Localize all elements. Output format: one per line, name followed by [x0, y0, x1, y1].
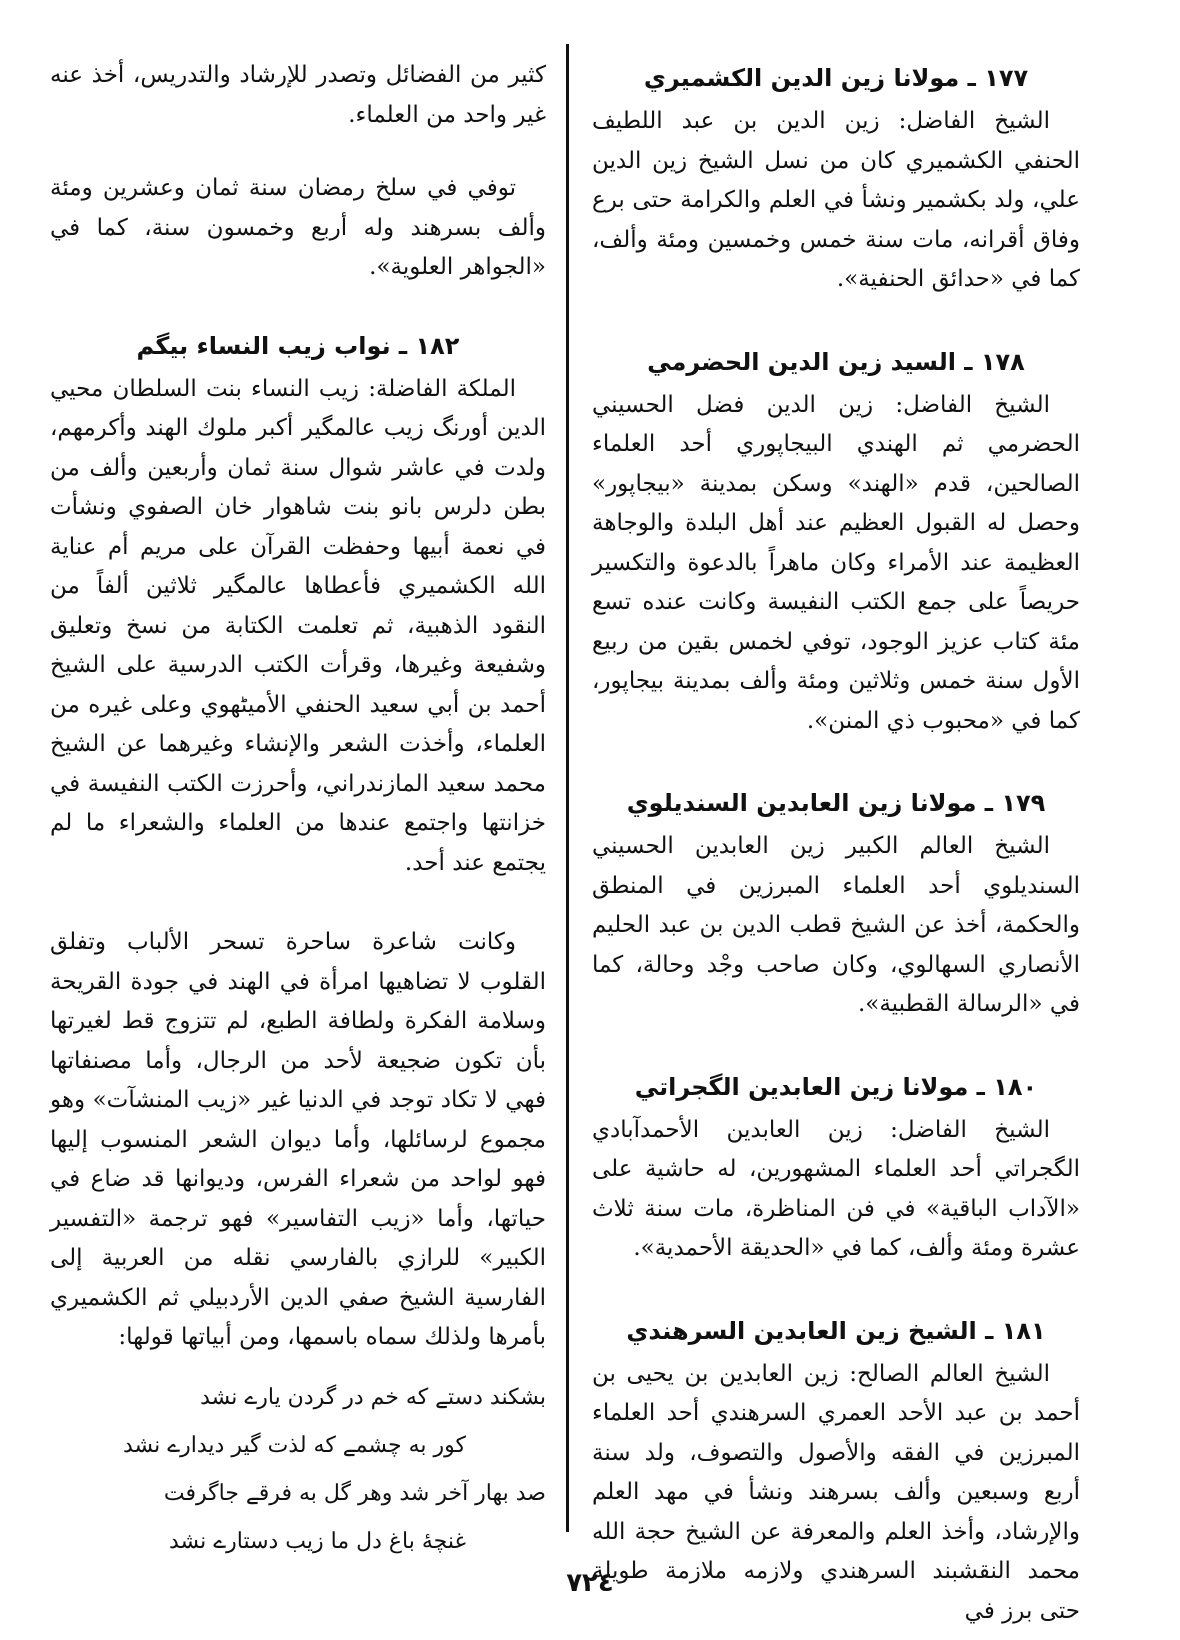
page-number: ٧٢٤: [566, 1568, 614, 1598]
entry-180: [592, 1069, 1080, 1269]
right-column: [592, 60, 1080, 1631]
left-column: [50, 56, 546, 1566]
entry-paragraph: الشيخ العالم الصالح: زين العابدين بن يحيى بن أحمد بن عبد الأحد العمري السرهندي أحد العلماء المبرزين في الفقه والأصول والتصوف، ولد سنة أربع وسبعين وألف بسرهند ونشأ في مهد العلم والإرشاد، وأخذ العلم والمعرفة عن الشيخ حجة الله محمد النقشبند السرهندي ولازمه ملازمة طويلة حتى برز في: [592, 1360, 1080, 1624]
entry-182: [50, 328, 546, 1566]
entry-heading: ١٧٩ ـ مولانا زين العابدين السنديلوي: [626, 789, 1046, 817]
entry-heading: ١٧٧ ـ مولانا زين الدين الكشميري: [643, 64, 1029, 92]
entry-paragraph: الشيخ الفاضل: زين الدين فضل الحسيني الحضرمي ثم الهندي البيجاپوري أحد العلماء الصالحين، قدم «الهند» وسكن بمدينة «بيجاپور» وحصل له القبول العظيم عند أهل البلدة والوجاهة العظيمة عند الأمراء وكان ماهراً بالدعوة والتكسير حريصاً على جمع الكتب النفيسة وكانت عنده تسع مئة كتاب عزيز الوجود، توفي لخمس بقين من ربيع الأول سنة خمس وثلاثين ومئة وألف بمدينة بيجاپور، كما في «محبوب ذي المنن».: [592, 391, 1080, 734]
entry-paragraph: وكانت شاعرة ساحرة تسحر الألباب وتفلق القلوب لا تضاهيها امرأة في الهند في جودة القريحة وسلامة الفكرة ولطافة الطبع، لم تتزوج قط لغيرتها بأن تكون ضجيعة لأحد من الرجال، وأما مصنفاتها فهي لا تكاد توجد في الدنيا غير «زيب المنشآت» وهو مجموع لرسائلها، وأما ديوان الشعر المنسوب إليها فهو لواحد من شعراء الفرس، وديوانها قد ضاع في حياتها، وأما «زيب التفاسير» فهو ترجمة «التفسير الكبير» للرازي بالفارسي نقله من العربية إلى الفارسية الشيخ صفي الدين الأردبيلي ثم الكشميري بأمرها ولذلك سماه باسمها، ومن أبياتها قولها:: [50, 929, 546, 1350]
death-note: توفي في سلخ رمضان سنة ثمان وعشرين ومئة وألف بسرهند وله أربع وخمسون سنة، كما في «الجواهر العلوية».: [50, 175, 546, 280]
entry-paragraph: الشيخ الفاضل: زين الدين بن عبد اللطيف الحنفي الكشميري كان من نسل الشيخ زين الدين علي، ولد بكشمير ونشأ في العلم والكرامة حتى برع وفاق أقرانه، مات سنة خمس وخمسين ومئة وألف، كما في «حدائق الحنفية».: [592, 108, 1080, 292]
entry-heading: ١٨١ ـ الشيخ زين العابدين السرهندي: [626, 1316, 1046, 1345]
poem-verse: غنچهٔ باغ دل ما زيب دستارے نشد: [168, 1528, 466, 1554]
entry-heading: ١٨٠ ـ مولانا زين العابدين الگجراتي: [634, 1072, 1038, 1101]
entry-paragraph: الملكة الفاضلة: زيب النساء بنت السلطان محيي الدين أورنگ زيب عالمگير أكبر ملوك الهند وأكرمهم، ولدت في عاشر شوال سنة ثمان وأربعين وألف من بطن دلرس بانو بنت شاهوار خان الصفوي ونشأت في نعمة أبيها وحفظت القرآن على مريم أم عناية الله الكشميري فأعطاها عالمگير ثلاثين ألفاً من النقود الذهبية، ثم تعلمت الكتابة من نسخ وتعليق وشفيعة وغيرها، وقرأت الكتب الدرسية على الشيخ أحمد بن أبي سعيد الحنفي الأميٹهوي وعلى غيره من العلماء، وأخذت الشعر والإنشاء وغيرهما عن الشيخ محمد سعيد المازندراني، وأحرزت الكتب النفيسة في خزانتها واجتمع عندها من العلماء والشعراء ما لم يجتمع عند أحد.: [50, 375, 546, 876]
entry-paragraph: الشيخ العالم الكبير زين العابدين الحسيني السنديلوي أحد العلماء المبرزين في المنطق والحكمة، أخذ عن الشيخ قطب الدين بن عبد الحليم الأنصاري السهالوي، وكان صاحب وجْد وحالة، كما في «الرسالة القطبية».: [592, 833, 1080, 1017]
continuation-text: كثير من الفضائل وتصدر للإرشاد والتدريس، أخذ عنه غير واحد من العلماء.: [50, 62, 546, 128]
entry-heading: ١٨٢ ـ نواب زيب النساء بيگم: [136, 331, 460, 360]
poem-verse: كور به چشمے كه لذت گير ديدارے نشد: [122, 1432, 466, 1458]
poem-verse: صد بهار آخر شد وهر گل به فرقے جاگرفت: [163, 1480, 546, 1506]
entry-heading: ١٧٨ ـ السيد زين الدين الحضرمي: [647, 347, 1025, 376]
entry-178: [592, 344, 1080, 742]
entry-177: [592, 60, 1080, 300]
column-divider: [566, 44, 569, 1532]
entry-179: [592, 785, 1080, 1025]
entry-paragraph: الشيخ الفاضل: زين العابدين الأحمدآبادي الگجراتي أحد العلماء المشهورين، له حاشية على «الآداب الباقية» في فن المناظرة، مات سنة ثلاث عشرة ومئة وألف، كما في «الحديقة الأحمدية».: [592, 1116, 1080, 1261]
poem-verse: بشكند دستے كه خم در گردن يارے نشد: [200, 1384, 546, 1410]
